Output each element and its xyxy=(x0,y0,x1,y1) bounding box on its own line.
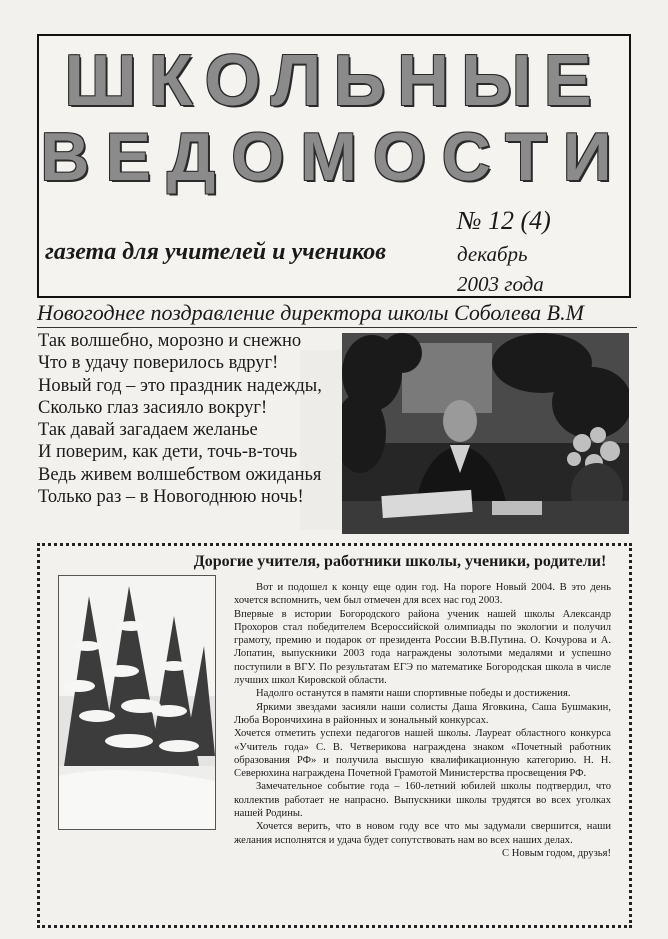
poem-line: И поверим, как дети, точь-в-точь xyxy=(38,442,298,463)
letter-paragraph: Замечательное событие года – 160-летний юбилей школы подтвердил, что коллектив работает не напрасно. Выпускники школы трудятся во всех уголках нашей Родины. xyxy=(234,781,611,820)
poem-line: Так давай загадаем желанье xyxy=(38,420,258,441)
greeting-header: Новогоднее поздравление директора школы Соболева В.М xyxy=(37,300,637,328)
issue-number: № 12 (4) xyxy=(457,206,551,235)
letter-paragraph: Впервые в истории Богородского района ученик нашей школы Александр Прохоров стал победителем Всероссийской олимпиады по экологии и получил грамоту, премию и подарок от президента России В.В.Путина. О. Кочурова и А. Лопатин, выпускники 2003 года награждены золотыми медалями и успешно поступили в ВГУ. По результатам ЕГЭ по математике Богородская школа в числе лучших школ Кировской области. xyxy=(234,608,611,687)
poem xyxy=(38,330,338,508)
letter-heading: Дорогие учителя, работники школы, ученики, родители! xyxy=(193,553,607,570)
letter-paragraph: Хочется отметить успехи педагогов нашей школы. Лауреат областного конкурса «Учитель года» С. В. Четверикова награждена знаком «Почетный работник образования РФ» и получила высшую квалификационную категорию. Н. Н. Северюхина награждена Почетной Грамотой Министерства просвещения РФ. xyxy=(234,728,611,780)
poem-line: Новый год – это праздник надежды, xyxy=(38,375,322,396)
poem-line: Так волшебно, морозно и снежно xyxy=(38,331,302,351)
winter-forest-photo xyxy=(59,576,215,829)
newspaper-title-line-1: ШКОЛЬНЫЕ xyxy=(64,41,604,121)
letter-paragraph: Надолго останутся в памяти наши спортивные победы и достижения. xyxy=(256,688,571,700)
letter-paragraph: Вот и подошел к концу еще один год. На пороге Новый 2004. В это день хочется вспомнить, чем был отмечен для всех нас год 2003. xyxy=(234,582,611,607)
issue-year: 2003 года xyxy=(457,272,544,296)
poem-line: Сколько глаз засияло вокруг! xyxy=(38,397,268,418)
letter-signoff: С Новым годом, друзья! xyxy=(502,847,611,859)
issue-month: декабрь xyxy=(457,242,528,266)
poem-line: Ведь живем волшебством ожиданья xyxy=(38,464,322,485)
letter-paragraph: Яркими звездами засияли наши солисты Даша Яговкина, Саша Бушмакин, Люба Ворончихина в районных и зональный конкурсах. xyxy=(234,701,611,726)
new-year-letter xyxy=(37,543,632,928)
poem-line: Только раз – в Новогоднюю ночь! xyxy=(38,487,304,508)
letter-paragraph: Хочется верить, что в новом году все что мы задумали свершится, наши желания исполнятся и удача будет сопутствовать нам во всех наших делах. xyxy=(234,821,611,846)
director-photo xyxy=(342,333,629,534)
poem-line: Что в удачу поверилось вдруг! xyxy=(38,353,279,374)
letter-body xyxy=(234,581,611,860)
newspaper-subtitle: газета для учителей и учеников xyxy=(45,239,387,265)
masthead xyxy=(37,34,631,298)
newspaper-title-line-2: ВЕДОМОСТИ xyxy=(40,119,628,195)
